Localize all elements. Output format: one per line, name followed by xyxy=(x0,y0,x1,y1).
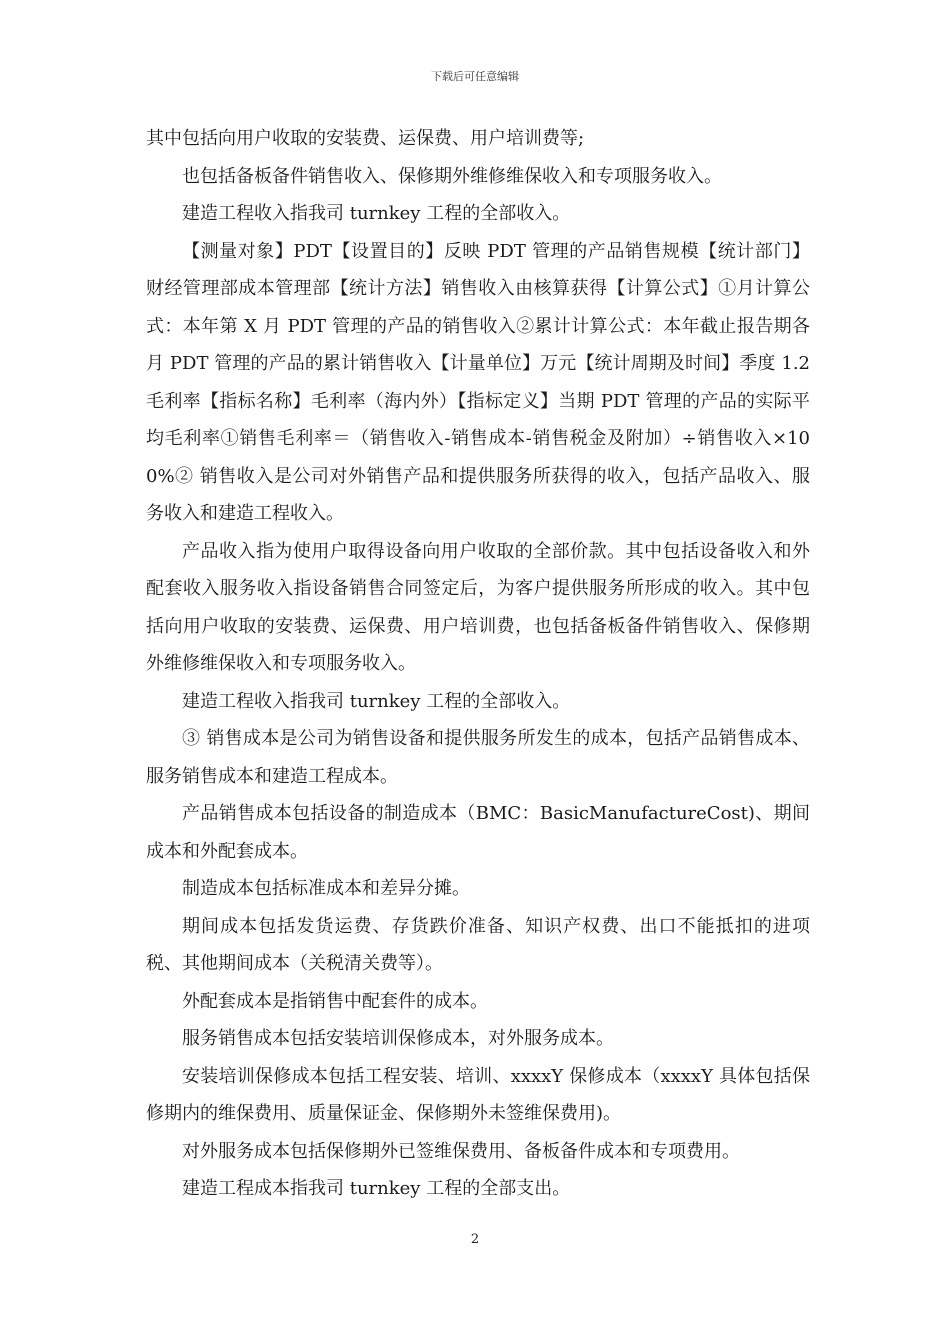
paragraph: 建造工程收入指我司 turnkey 工程的全部收入。 xyxy=(182,203,571,224)
page-header-note: 下载后可任意编辑 xyxy=(431,70,519,83)
paragraph: ③ 销售成本是公司为销售设备和提供服务所发生的成本，包括产品销售成本、服务销售成本和建造工程成本。 xyxy=(146,728,810,787)
paragraph: 建造工程收入指我司 turnkey 工程的全部收入。 xyxy=(182,690,571,712)
paragraph: 对外服务成本包括保修期外已签维保费用、备板备件成本和专项费用。 xyxy=(182,1140,740,1162)
paragraph: 服务销售成本包括安装培训保修成本，对外服务成本。 xyxy=(182,1028,614,1049)
paragraph: 产品收入指为使用户取得设备向用户收取的全部价款。其中包括设备收入和外配套收入服务收入指设备销售合同签定后，为客户提供服务所形成的收入。其中包括向用户收取的安装费、运保费、用户培训费，也包括备板备件销售收入、保修期外维修维保收入和专项服务收入。 xyxy=(146,540,810,674)
paragraph: 安装培训保修成本包括工程安装、培训、xxxxY 保修成本（xxxxY 具体包括保修期内的维保费用、质量保证金、保修期外未签维保费用)。 xyxy=(146,1065,810,1124)
page-number: 2 xyxy=(470,1232,480,1247)
document-body xyxy=(146,120,810,1208)
paragraph: 外配套成本是指销售中配套件的成本。 xyxy=(182,990,488,1012)
paragraph: 【测量对象】PDT【设置目的】反映 PDT 管理的产品销售规模【统计部门】财经管理部成本管理部【统计方法】销售收入由核算获得【计算公式】①月计算公式：本年第 X 月 PDT 管理的产品的销售收入②累计计算公式：本年截止报告期各月 PDT 管理的产品的累计销售收入【计量单位】万元【统计周期及时间】季度 1.2 毛利率【指标名称】毛利率（海内外）【指标定义】当期 PDT 管理的产品的实际平均毛利率①销售毛利率＝（销售收入-销售成本-销售税金及附加）÷销售收入×100%② 销售收入是公司对外销售产品和提供服务所获得的收入，包括产品收入、服务收入和建造工程收入。 xyxy=(146,240,810,524)
paragraph: 其中包括向用户收取的安装费、运保费、用户培训费等; xyxy=(146,128,585,149)
paragraph: 产品销售成本包括设备的制造成本（BMC：BasicManufactureCost)、期间成本和外配套成本。 xyxy=(146,803,810,862)
paragraph: 制造成本包括标准成本和差异分摊。 xyxy=(182,878,470,899)
paragraph: 也包括备板备件销售收入、保修期外维修维保收入和专项服务收入。 xyxy=(182,165,722,187)
paragraph: 期间成本包括发货运费、存货跌价准备、知识产权费、出口不能抵扣的进项税、其他期间成本（关税清关费等）。 xyxy=(146,915,810,974)
paragraph: 建造工程成本指我司 turnkey 工程的全部支出。 xyxy=(182,1178,571,1199)
